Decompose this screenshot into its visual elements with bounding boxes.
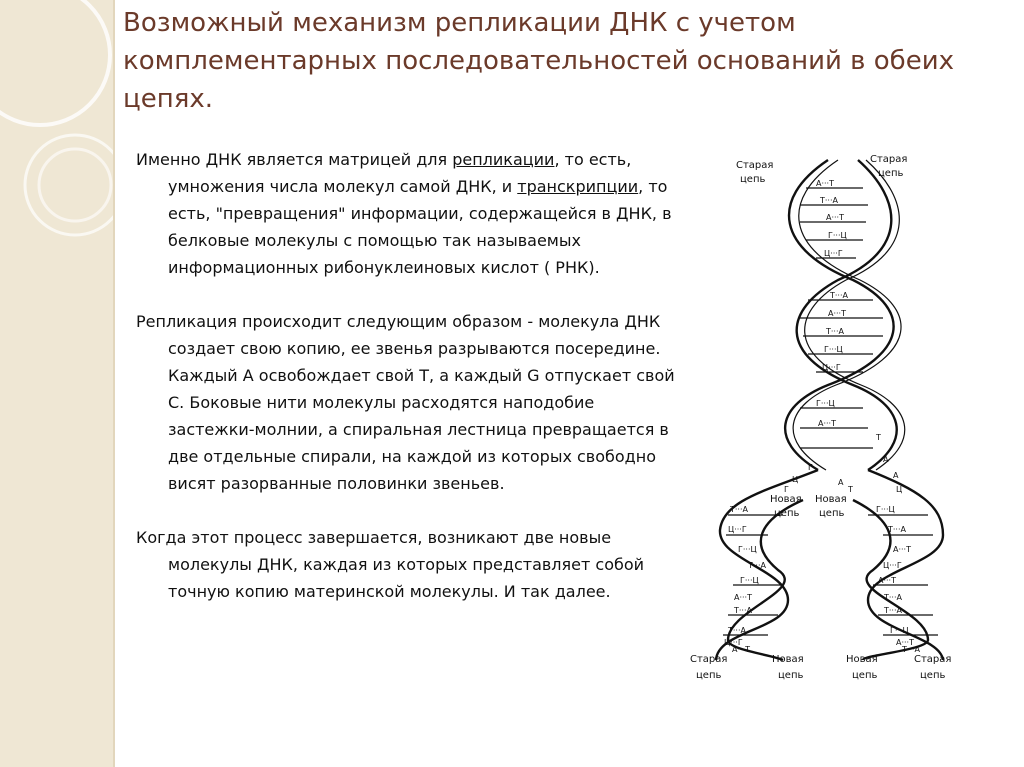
label-new-mid-left-2: цепь bbox=[774, 508, 800, 519]
free-base-1: А bbox=[883, 455, 889, 464]
base-pair-right-3: Ц···Г bbox=[883, 561, 902, 570]
paragraph-matrix bbox=[136, 146, 684, 281]
free-base-6: Г bbox=[784, 485, 789, 494]
free-base-8: Т bbox=[848, 485, 853, 494]
label-new-bottom-1-2: цепь bbox=[778, 670, 804, 681]
base-pair-right-2: А···Т bbox=[893, 545, 911, 554]
base-pair-top-5: Т···А bbox=[830, 291, 848, 300]
label-old-top-right: Старая bbox=[870, 154, 908, 165]
free-base-3: Ц bbox=[896, 485, 903, 494]
label-new-bottom-2: Новая bbox=[846, 654, 878, 665]
base-pair-left-2: Г···Ц bbox=[738, 545, 757, 554]
dna-replication-diagram bbox=[688, 140, 958, 700]
slide-body bbox=[136, 146, 684, 605]
free-base-2: А bbox=[893, 471, 899, 480]
replication-link[interactable]: репликации bbox=[452, 150, 555, 169]
label-new-mid-right-2: цепь bbox=[819, 508, 845, 519]
label-old-bottom-1-2: цепь bbox=[696, 670, 722, 681]
label-new-mid-left: Новая bbox=[770, 494, 802, 505]
base-pair-top-0: А···Т bbox=[816, 179, 834, 188]
free-base-0: Т bbox=[876, 433, 881, 442]
base-pair-top-8: Г···Ц bbox=[824, 345, 843, 354]
base-pair-left-3: Т···А bbox=[748, 561, 766, 570]
base-pair-top-4: Ц···Г bbox=[824, 249, 843, 258]
base-pair-right-9: Т···А bbox=[902, 645, 920, 654]
base-pair-left-4: Г···Ц bbox=[740, 576, 759, 585]
base-pair-top-10: Г···Ц bbox=[816, 399, 835, 408]
base-pair-top-7: Т···А bbox=[826, 327, 844, 336]
paragraph-replication-process: Репликация происходит следующим образом - молекула ДНК создает свою копию, ее звенья разрываются посередине. Каждый А освобождает свой Т, а каждый G отпускает свой С. Боковые нити молекулы расходятся наподобие застежки-молнии, а спиральная лестница превращается в две отдельные спирали, на каждой из которых свободно висят разорванные половинки звеньев. bbox=[136, 312, 675, 493]
old-strand-left-top-edge bbox=[793, 160, 904, 470]
paragraph-result: Когда этот процесс завершается, возникают две новые молекулы ДНК, каждая из которых представляет собой точную копию материнской молекулы. И так далее. bbox=[136, 528, 645, 601]
base-pair-left-0: Т···А bbox=[730, 505, 748, 514]
label-old-bottom-2-2: цепь bbox=[920, 670, 946, 681]
base-pair-left-1: Ц···Г bbox=[728, 525, 747, 534]
paragraph-1-part-c: , то есть, "превращения" информации, содержащейся в ДНК, в белковые молекулы с помощью так называемых информационных рибонуклеиновых кислот ( РНК). bbox=[168, 177, 672, 277]
decorative-circles bbox=[0, 0, 113, 767]
base-pair-top-3: Г···Ц bbox=[828, 231, 847, 240]
base-pair-right-6: Т···А bbox=[884, 606, 902, 615]
base-pair-top-2: А···Т bbox=[826, 213, 844, 222]
base-pair-left-8: Ц···Г bbox=[724, 638, 743, 647]
label-old-top-left: Старая bbox=[736, 160, 774, 171]
base-pair-left-7: Т···А bbox=[728, 626, 746, 635]
label-new-bottom-2-2: цепь bbox=[852, 670, 878, 681]
free-base-7: А bbox=[838, 478, 844, 487]
paragraph-1-part-a: Именно ДНК является матрицей для bbox=[136, 150, 453, 169]
base-pair-left-5: А···Т bbox=[734, 593, 752, 602]
label-old-top-right-2: цепь bbox=[878, 168, 904, 179]
base-pair-right-7: Г···Ц bbox=[890, 626, 909, 635]
base-pair-right-5: Т···А bbox=[884, 593, 902, 602]
base-pair-top-6: А···Т bbox=[828, 309, 846, 318]
base-pair-top-1: Т···А bbox=[820, 196, 838, 205]
base-pair-top-11: А···Т bbox=[818, 419, 836, 428]
free-base-5: Ц bbox=[792, 475, 799, 484]
free-base-4: Г bbox=[808, 463, 813, 472]
base-pair-right-8: А···Т bbox=[896, 638, 914, 647]
label-new-mid-right: Новая bbox=[815, 494, 847, 505]
paragraph-1-part-b: , то есть, умножения числа молекул самой ДНК, и bbox=[168, 150, 632, 196]
slide-title: Возможный механизм репликации ДНК с учетом комплементарных последовательностей оснований в обеих цепях. bbox=[123, 8, 954, 114]
base-pair-right-0: Г···Ц bbox=[876, 505, 895, 514]
base-pair-right-1: Т···А bbox=[888, 525, 906, 534]
base-pair-left-6: Т···А bbox=[734, 606, 752, 615]
label-new-bottom-1: Новая bbox=[772, 654, 804, 665]
base-pair-top-9: Ц···Г bbox=[822, 363, 841, 372]
label-old-bottom-2: Старая bbox=[914, 654, 952, 665]
label-old-bottom-1: Старая bbox=[690, 654, 728, 665]
base-pair-right-4: А···Т bbox=[878, 576, 896, 585]
label-old-top-left-2: цепь bbox=[740, 174, 766, 185]
old-strand-right-top bbox=[797, 160, 897, 470]
base-pair-left-9: А···Т bbox=[732, 645, 750, 654]
transcription-link[interactable]: транскрипции bbox=[517, 177, 639, 196]
side-divider-line bbox=[113, 0, 115, 767]
